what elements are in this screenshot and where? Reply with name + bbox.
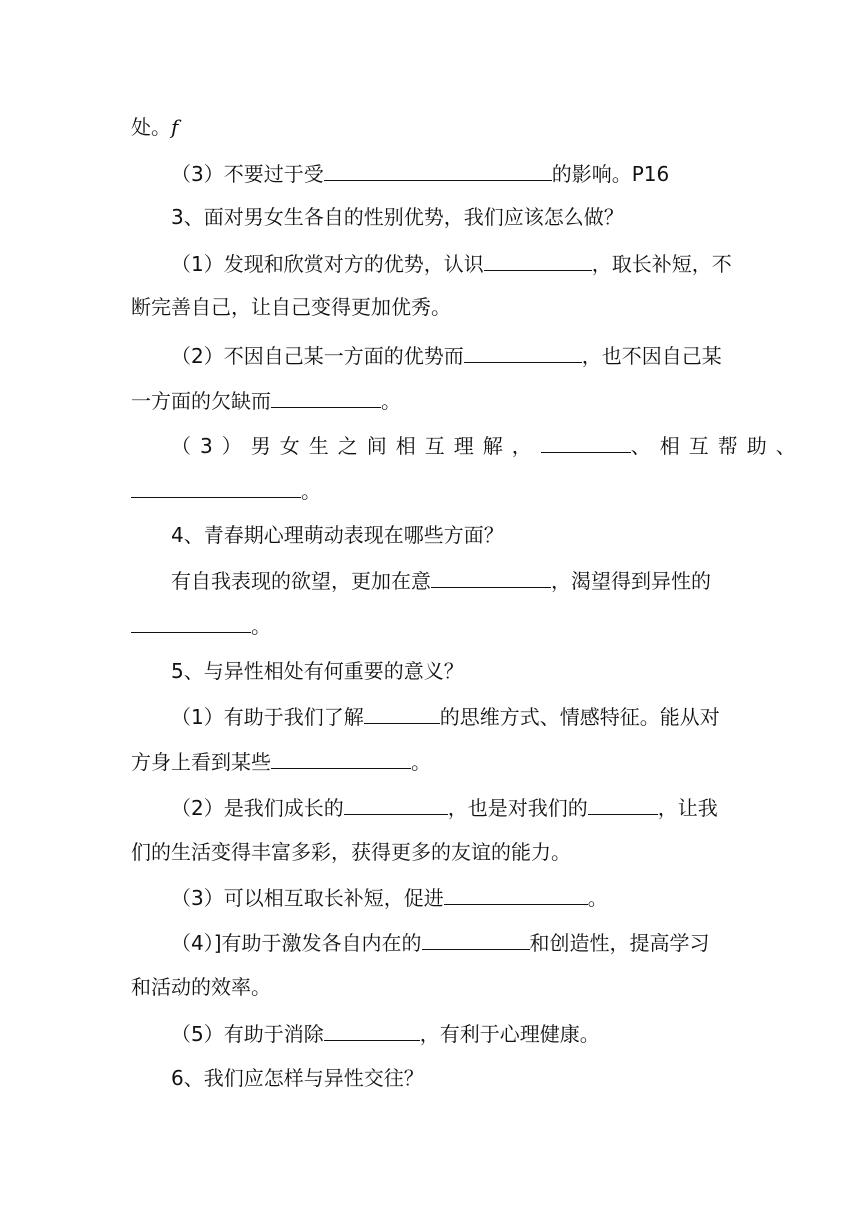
text-line [171, 792, 718, 822]
fill-blank[interactable] [422, 927, 530, 950]
fill-blank[interactable] [131, 475, 301, 498]
fill-blank[interactable] [364, 701, 440, 724]
line-text: （2）不因自己某一方面的优势而 [171, 344, 464, 368]
fill-blank[interactable] [541, 430, 631, 453]
line-text: 的思维方式、情感特征。能从对 [439, 705, 720, 729]
text-line [131, 972, 271, 1002]
text-line [131, 475, 321, 505]
line-text: ，也不因自己某 [581, 344, 722, 368]
line-text: （1）有助于我们了解 [171, 705, 364, 729]
line-text: （1）发现和欣赏对方的优势，认识 [171, 252, 484, 276]
line-text: （3）可以相互取长补短，促进 [171, 886, 444, 910]
line-text: （4）]有助于激发各自内在的 [171, 931, 422, 955]
fill-blank[interactable] [271, 385, 381, 408]
line-text: 断完善自己，让自己变得更加优秀。 [131, 295, 451, 319]
question-heading [171, 656, 464, 686]
line-text: ，取长补短，不 [591, 252, 732, 276]
text-line [131, 112, 178, 142]
text-line [131, 385, 401, 415]
fill-blank[interactable] [464, 340, 582, 363]
line-text: ，有利于心理健康。 [419, 1022, 600, 1046]
text-line [171, 882, 608, 912]
text-line [131, 292, 451, 322]
text-line [131, 837, 571, 867]
question-heading [171, 520, 504, 550]
line-text: 、相互帮助、 [630, 434, 805, 458]
line-text: 。 [301, 479, 321, 503]
fill-blank[interactable] [131, 610, 251, 633]
line-text: 们的生活变得丰富多彩，获得更多的友谊的能力。 [131, 840, 571, 864]
line-text: 有自我表现的欲望，更加在意 [171, 569, 431, 593]
text-line [171, 565, 711, 595]
line-text: 的影响。P16 [551, 162, 670, 186]
line-text: 。 [587, 886, 608, 910]
line-text: （5）有助于消除 [171, 1022, 324, 1046]
line-text: 方身上看到某些 [131, 750, 271, 774]
text-line [131, 610, 271, 640]
line-text: （3）男女生之间相互理解， [171, 434, 541, 458]
line-text: 5、与异性相处有何重要的意义？ [171, 659, 464, 683]
text-line [171, 1018, 600, 1048]
line-text: 和创造性，提高学习 [529, 931, 710, 955]
fill-blank[interactable] [444, 882, 588, 905]
line-text: 。 [251, 614, 271, 638]
text-line [171, 927, 710, 957]
fill-blank[interactable] [324, 1018, 420, 1041]
fill-blank[interactable] [271, 746, 411, 769]
line-text: 4、青春期心理萌动表现在哪些方面？ [171, 523, 504, 547]
text-line [171, 158, 669, 188]
line-text: f [171, 115, 179, 139]
line-text: ，渴望得到异性的 [551, 569, 711, 593]
line-text: 。 [381, 389, 401, 413]
line-text: 和活动的效率。 [131, 975, 271, 999]
text-line [171, 248, 732, 278]
line-text: （2）是我们成长的 [171, 796, 344, 820]
line-text: ，也是对我们的 [447, 796, 588, 820]
line-text: （3）不要过于受 [171, 162, 324, 186]
text-line [171, 701, 720, 731]
line-text: 一方面的欠缺而 [131, 389, 271, 413]
question-heading [171, 202, 624, 232]
question-heading [171, 1063, 424, 1093]
line-text: ，让我 [657, 796, 718, 820]
line-text: 。 [411, 750, 431, 774]
text-line [131, 746, 431, 776]
fill-blank[interactable] [324, 158, 552, 181]
text-line [171, 430, 805, 460]
fill-blank[interactable] [588, 792, 658, 815]
line-text: 6、我们应怎样与异性交往？ [171, 1066, 424, 1090]
fill-blank[interactable] [431, 565, 551, 588]
line-text: 处。 [131, 115, 171, 139]
line-text: 3、面对男女生各自的性别优势，我们应该怎么做？ [171, 205, 624, 229]
text-line [171, 340, 722, 370]
fill-blank[interactable] [484, 248, 592, 271]
fill-blank[interactable] [344, 792, 448, 815]
